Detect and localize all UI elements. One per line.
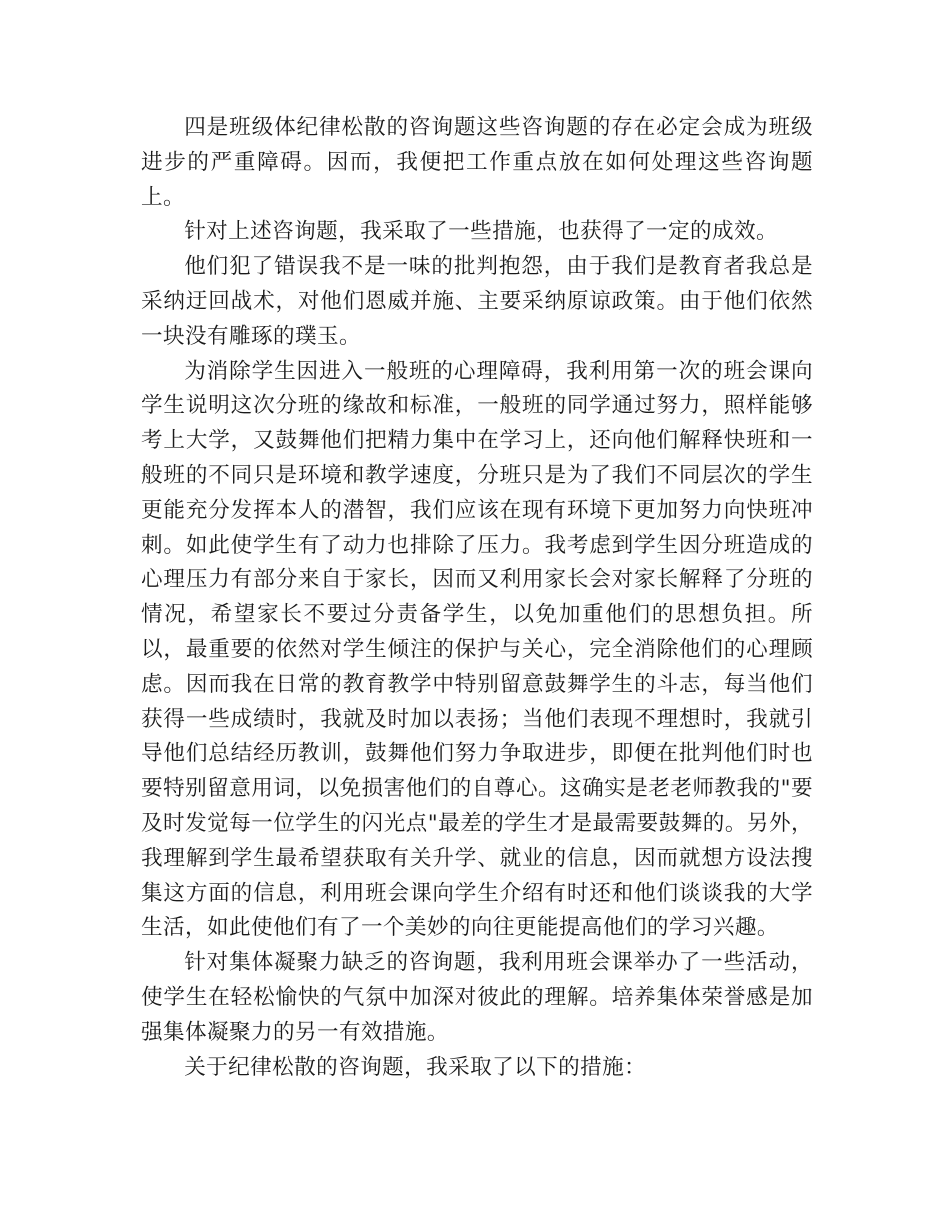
paragraph-leniency: 他们犯了错误我不是一味的批判抱怨，由于我们是教育者我总是采纳迂回战术，对他们恩威并施、主要采纳原谅政策。由于他们依然一块没有雕琢的璞玉。: [141, 254, 813, 349]
paragraph-psychological-barrier: 为消除学生因进入一般班的心理障碍，我利用第一次的班会课向学生说明这次分班的缘故和标准，一般班的同学通过努力，照样能够考上大学，又鼓舞他们把精力集中在学习上，还向他们解释快班和一般班的不同只是环境和教学速度，分班只是为了我们不同层次的学生更能充分发挥本人的潜智，我们应该在现有环境下更加努力向快班冲刺。如此使学生有了动力也排除了压力。我考虑到学生因分班造成的心理压力有部分来自于家长，因而又利用家长会对家长解释了分班的情况，希望家长不要过分责备学生，以免加重他们的思想负担。所以，最重要的依然对学生倾注的保护与关心，完全消除他们的心理顾虑。因而我在日常的教育教学中特别留意鼓舞学生的斗志，每当他们获得一些成绩时，我就及时加以表扬；当他们表现不理想时，我就引导他们总结经历教训，鼓舞他们努力争取进步，即便在批判他们时也要特别留意用词，以免损害他们的自尊心。这确实是老老师教我的"要及时发觉每一位学生的闪光点"最差的学生才是最需要鼓舞的。另外，我理解到学生最希望获取有关升学、就业的信息，因而就想方设法搜集这方面的信息，利用班会课向学生介绍有时还和他们谈谈我的大学生活，如此使他们有了一个美妙的向往更能提高他们的学习兴趣。: [141, 358, 813, 941]
paragraph-cohesion: 针对集体凝聚力缺乏的咨询题，我利用班会课举办了一些活动，使学生在轻松愉快的气氛中加深对彼此的理解。培养集体荣誉感是加强集体凝聚力的另一有效措施。: [141, 950, 813, 1045]
paragraph-discipline-measures: 关于纪律松散的咨询题，我采取了以下的措施：: [184, 1054, 647, 1080]
document-body: [141, 111, 813, 1085]
paragraph-discipline-problem: 四是班级体纪律松散的咨询题这些咨询题的存在必定会成为班级进步的严重障碍。因而，我便把工作重点放在如何处理这些咨询题上。: [141, 115, 813, 210]
paragraph-measures-intro: 针对上述咨询题，我采取了一些措施，也获得了一定的成效。: [184, 219, 779, 245]
